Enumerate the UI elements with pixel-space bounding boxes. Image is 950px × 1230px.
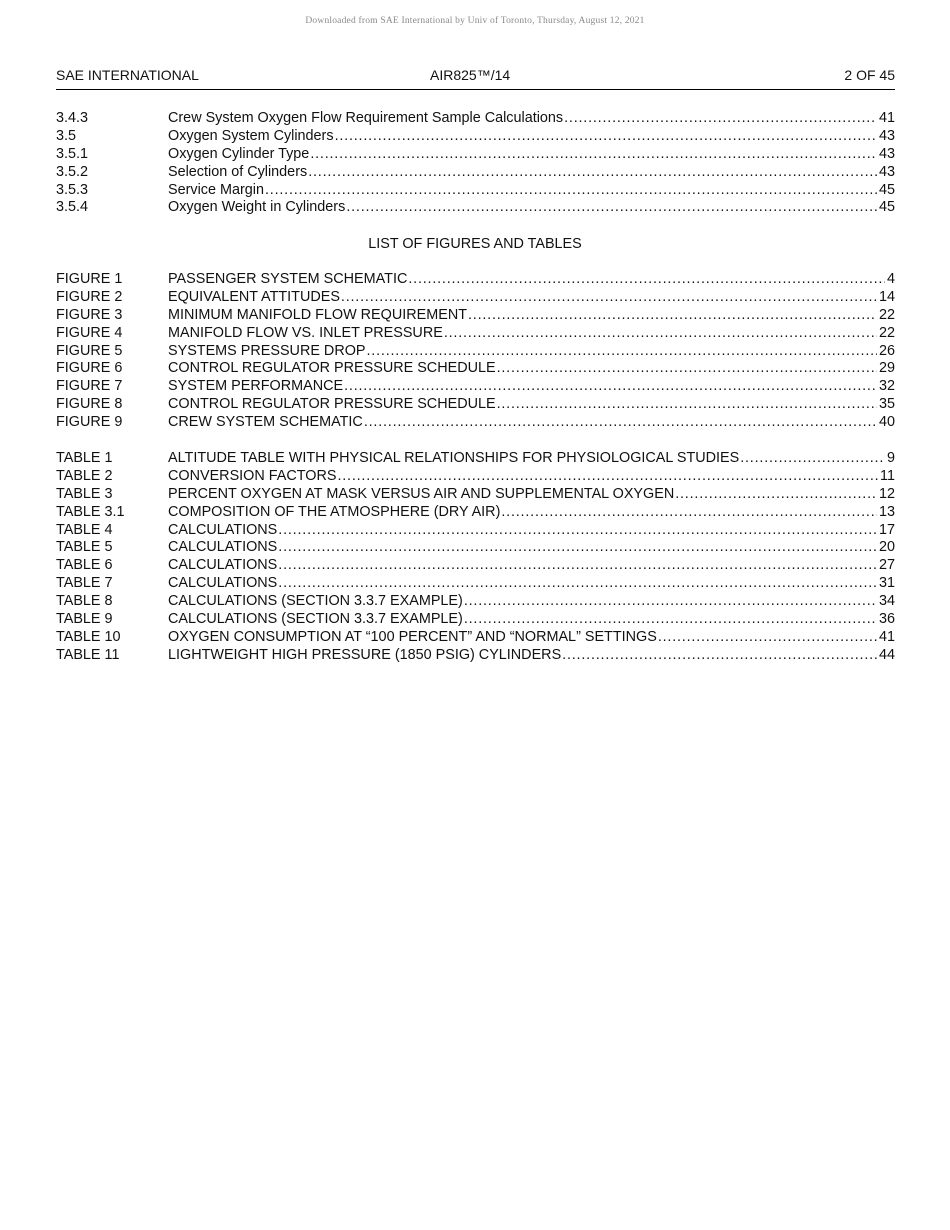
- toc-entry-number: FIGURE 8: [56, 396, 123, 413]
- toc-entry-page: 34: [878, 593, 895, 610]
- toc-entry[interactable]: [56, 396, 895, 414]
- toc-entry[interactable]: [56, 199, 895, 217]
- toc-entry-page: 43: [878, 163, 895, 180]
- toc-entry-title: ALTITUDE TABLE WITH PHYSICAL RELATIONSHIPS FOR PHYSIOLOGICAL STUDIES: [168, 450, 740, 466]
- toc-entry-title: CONTROL REGULATOR PRESSURE SCHEDULE: [168, 396, 496, 413]
- dot-leader: [497, 360, 877, 378]
- toc-entry[interactable]: [56, 128, 895, 146]
- toc-entry-title: SYSTEMS PRESSURE DROP: [168, 342, 366, 359]
- dot-leader: [278, 539, 877, 557]
- toc-entry-title: Selection of Cylinders: [168, 163, 308, 180]
- toc-entry-title: Oxygen System Cylinders: [168, 127, 334, 144]
- toc-entry-number: FIGURE 1: [56, 271, 123, 287]
- toc-entry[interactable]: [56, 307, 895, 325]
- toc-entry-page: 11: [880, 467, 895, 484]
- dot-leader: [408, 271, 885, 289]
- download-watermark: Downloaded from SAE International by Univ of Toronto, Thursday, August 12, 2021: [305, 16, 645, 26]
- toc-entry-number: FIGURE 7: [56, 378, 123, 395]
- toc-entry-number: TABLE 1: [56, 450, 113, 466]
- toc-entry-page: 22: [878, 324, 895, 341]
- toc-entry-page: 17: [878, 521, 895, 538]
- toc-entry-number: TABLE 5: [56, 539, 113, 556]
- toc-entry-page: 12: [878, 485, 895, 502]
- toc-entry[interactable]: [56, 289, 895, 307]
- toc-entry[interactable]: [56, 486, 895, 504]
- toc-entry-page: 41: [878, 628, 895, 645]
- toc-entry[interactable]: [56, 450, 895, 468]
- dot-leader: [265, 182, 877, 200]
- toc-entry-page: 44: [878, 646, 895, 663]
- toc-entry[interactable]: [56, 629, 895, 647]
- toc-entry-number: FIGURE 2: [56, 288, 123, 305]
- dot-leader: [562, 647, 877, 665]
- dot-leader: [337, 468, 878, 486]
- toc-entry-title: MANIFOLD FLOW VS. INLET PRESSURE: [168, 324, 443, 341]
- dot-leader: [658, 629, 877, 647]
- toc-entry-page: 32: [878, 378, 895, 395]
- toc-entry-page: 27: [878, 557, 895, 574]
- toc-entry-number: 3.5.2: [56, 163, 89, 180]
- toc-entry-page: 13: [878, 503, 895, 520]
- toc-entry[interactable]: [56, 325, 895, 343]
- toc-entry-title: CALCULATIONS: [168, 539, 278, 556]
- dot-leader: [308, 164, 877, 182]
- figures-list: [56, 271, 895, 432]
- dot-leader: [464, 593, 877, 611]
- dot-leader: [468, 307, 877, 325]
- tables-list: [56, 450, 895, 665]
- toc-entry-title: CONTROL REGULATOR PRESSURE SCHEDULE: [168, 360, 496, 377]
- dot-leader: [464, 611, 877, 629]
- toc-entry-number: FIGURE 9: [56, 414, 123, 431]
- dot-leader: [564, 110, 877, 128]
- toc-entry-number: 3.5: [56, 127, 77, 144]
- toc-entry[interactable]: [56, 146, 895, 164]
- dot-leader: [278, 522, 877, 540]
- toc-entry-page: 31: [878, 575, 895, 592]
- toc-entry-page: 41: [878, 110, 895, 126]
- toc-entry-title: Service Margin: [168, 181, 264, 198]
- header-document-id: AIR825™/14: [430, 67, 511, 83]
- toc-entry-page: 35: [878, 396, 895, 413]
- toc-entry[interactable]: [56, 343, 895, 361]
- dot-leader: [335, 128, 877, 146]
- page-header: [56, 67, 895, 90]
- toc-entry-number: TABLE 6: [56, 557, 113, 574]
- dot-leader: [367, 343, 877, 361]
- toc-entry-title: Oxygen Cylinder Type: [168, 145, 310, 162]
- toc-entry[interactable]: [56, 611, 895, 629]
- toc-entry[interactable]: [56, 575, 895, 593]
- dot-leader: [310, 146, 877, 164]
- toc-entry-number: TABLE 9: [56, 611, 113, 628]
- toc-entry-title: CALCULATIONS (SECTION 3.3.7 EXAMPLE): [168, 611, 463, 628]
- toc-entry-title: CALCULATIONS: [168, 575, 278, 592]
- toc-entry-title: COMPOSITION OF THE ATMOSPHERE (DRY AIR): [168, 503, 501, 520]
- header-organization: SAE INTERNATIONAL: [56, 67, 199, 83]
- toc-entry-title: OXYGEN CONSUMPTION AT “100 PERCENT” AND “NORMAL” SETTINGS: [168, 628, 657, 645]
- toc-entry-title: MINIMUM MANIFOLD FLOW REQUIREMENT: [168, 306, 467, 323]
- dot-leader: [341, 289, 877, 307]
- toc-entry-page: 20: [878, 539, 895, 556]
- toc-entry-number: 3.5.3: [56, 181, 89, 198]
- toc-entry-number: FIGURE 6: [56, 360, 123, 377]
- toc-entry-page: 45: [878, 199, 895, 216]
- toc-entry-page: 40: [878, 414, 895, 431]
- toc-entry-page: 26: [878, 342, 895, 359]
- toc-entry-title: CREW SYSTEM SCHEMATIC: [168, 414, 363, 431]
- toc-entry-number: 3.4.3: [56, 110, 89, 126]
- toc-entry-number: TABLE 2: [56, 467, 113, 484]
- toc-entry[interactable]: [56, 414, 895, 432]
- toc-entry[interactable]: [56, 164, 895, 182]
- dot-leader: [278, 557, 877, 575]
- toc-entry[interactable]: [56, 468, 895, 486]
- toc-entry-page: 45: [878, 181, 895, 198]
- dot-leader: [278, 575, 877, 593]
- toc-entry-page: 22: [878, 306, 895, 323]
- toc-entry[interactable]: [56, 360, 895, 378]
- header-page-label: 2 OF 45: [844, 67, 895, 83]
- toc-entry[interactable]: [56, 378, 895, 396]
- toc-entry-page: 4: [886, 271, 895, 287]
- toc-entry-title: CALCULATIONS (SECTION 3.3.7 EXAMPLE): [168, 593, 463, 610]
- dot-leader: [444, 325, 877, 343]
- toc-entry[interactable]: [56, 522, 895, 540]
- toc-entry-title: PERCENT OXYGEN AT MASK VERSUS AIR AND SUPPLEMENTAL OXYGEN: [168, 485, 675, 502]
- toc-entry-number: TABLE 4: [56, 521, 113, 538]
- toc-entry-number: TABLE 7: [56, 575, 113, 592]
- toc-entry-number: TABLE 8: [56, 593, 113, 610]
- toc-entry-title: EQUIVALENT ATTITUDES: [168, 288, 340, 305]
- toc-entry[interactable]: [56, 110, 895, 128]
- dot-leader: [501, 504, 877, 522]
- toc-entry-page: 36: [878, 611, 895, 628]
- toc-entry-page: 43: [878, 145, 895, 162]
- toc-entry-number: 3.5.1: [56, 145, 89, 162]
- toc-entry[interactable]: [56, 647, 895, 665]
- toc-entry-number: TABLE 3.1: [56, 503, 125, 520]
- toc-entry-number: FIGURE 4: [56, 324, 123, 341]
- toc-entry[interactable]: [56, 557, 895, 575]
- toc-entry[interactable]: [56, 271, 895, 289]
- toc-entry-title: CONVERSION FACTORS: [168, 467, 337, 484]
- toc-entry-title: Crew System Oxygen Flow Requirement Sample Calculations: [168, 110, 564, 126]
- toc-entry-page: 29: [878, 360, 895, 377]
- dot-leader: [344, 378, 877, 396]
- toc-entry[interactable]: [56, 539, 895, 557]
- toc-entry-number: 3.5.4: [56, 199, 89, 216]
- toc-entry-title: PASSENGER SYSTEM SCHEMATIC: [168, 271, 408, 287]
- toc-entry-title: SYSTEM PERFORMANCE: [168, 378, 344, 395]
- toc-entry-title: Oxygen Weight in Cylinders: [168, 199, 346, 216]
- toc-entry[interactable]: [56, 504, 895, 522]
- toc-entry[interactable]: [56, 182, 895, 200]
- toc-entry-page: 9: [886, 450, 895, 466]
- toc-entry-page: 43: [878, 127, 895, 144]
- toc-entry-title: LIGHTWEIGHT HIGH PRESSURE (1850 PSIG) CYLINDERS: [168, 646, 562, 663]
- dot-leader: [675, 486, 877, 504]
- dot-leader: [740, 450, 885, 468]
- toc-entry-title: CALCULATIONS: [168, 521, 278, 538]
- toc-entry-page: 14: [878, 288, 895, 305]
- contents-list: [56, 110, 895, 217]
- toc-entry[interactable]: [56, 593, 895, 611]
- dot-leader: [497, 396, 877, 414]
- toc-entry-number: TABLE 11: [56, 646, 120, 663]
- list-heading: LIST OF FIGURES AND TABLES: [368, 236, 582, 252]
- dot-leader: [346, 199, 877, 217]
- toc-entry-number: FIGURE 3: [56, 306, 123, 323]
- dot-leader: [364, 414, 877, 432]
- toc-entry-number: FIGURE 5: [56, 342, 123, 359]
- toc-entry-number: TABLE 3: [56, 485, 113, 502]
- toc-entry-number: TABLE 10: [56, 628, 121, 645]
- toc-entry-title: CALCULATIONS: [168, 557, 278, 574]
